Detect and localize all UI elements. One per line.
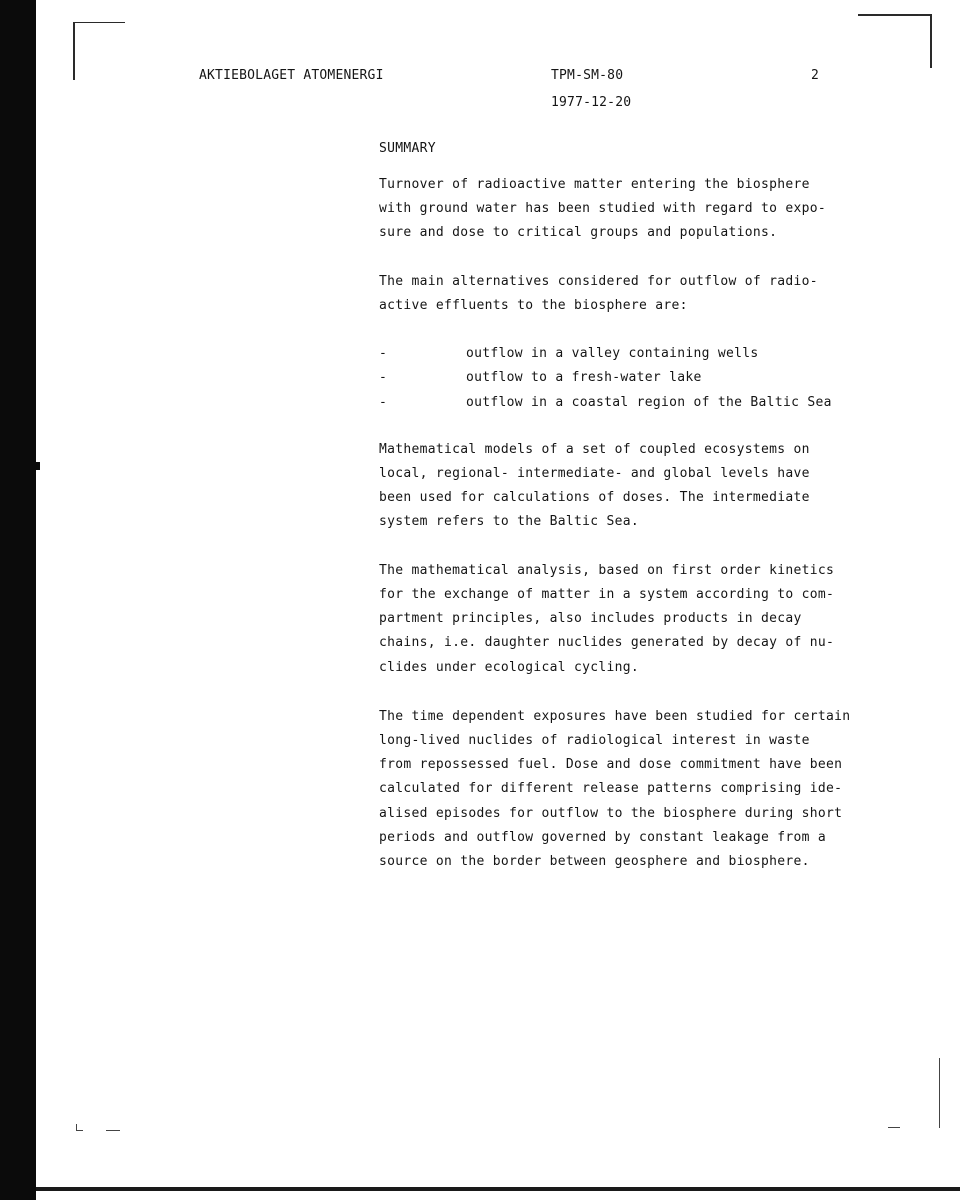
paragraph-line: Mathematical models of a set of coupled ecosystems on (379, 442, 810, 457)
list-bullet: - (379, 370, 388, 385)
paragraph-line: calculated for different release patterns comprising ide- (379, 781, 843, 796)
paragraph-line: active effluents to the biosphere are: (379, 298, 688, 313)
list-bullet: - (379, 346, 388, 361)
paragraph-line: partment principles, also includes products in decay (379, 611, 802, 626)
paragraph-line: The time dependent exposures have been studied for certain (379, 709, 851, 724)
scan-left-edge-tick (32, 462, 40, 470)
crop-mark-top-left (73, 22, 75, 80)
paragraph-line: local, regional- intermediate- and global levels have (379, 466, 810, 481)
paragraph-line: from repossessed fuel. Dose and dose commitment have been (379, 757, 843, 772)
crop-mark-top-right-vertical (930, 14, 932, 68)
paragraph-line: source on the border between geosphere and biosphere. (379, 854, 810, 869)
paragraph-line: The mathematical analysis, based on first order kinetics (379, 563, 835, 578)
paragraph-line: with ground water has been studied with regard to expo- (379, 201, 826, 216)
paragraph-line: for the exchange of matter in a system according to com- (379, 587, 835, 602)
paragraph-line: chains, i.e. daughter nuclides generated by decay of nu- (379, 635, 835, 650)
paragraph-line: alised episodes for outflow to the biosphere during short (379, 806, 843, 821)
crop-mark-bottom-left (106, 1130, 120, 1131)
scan-bottom-edge-line (36, 1187, 960, 1191)
list-item: outflow in a coastal region of the Baltic Sea (466, 395, 832, 410)
paragraph-line: sure and dose to critical groups and populations. (379, 225, 778, 240)
list-item: outflow to a fresh-water lake (466, 370, 702, 385)
scan-left-edge-bar (0, 0, 36, 1200)
crop-mark-bottom-left-hook (76, 1124, 83, 1131)
list-bullet: - (379, 395, 388, 410)
paragraph-line: clides under ecological cycling. (379, 660, 640, 675)
crop-mark-bottom-right-horizontal (888, 1127, 900, 1128)
paragraph-line: periods and outflow governed by constant leakage from a (379, 830, 826, 845)
crop-mark-bottom-right (939, 1058, 940, 1128)
paragraph-line: been used for calculations of doses. The intermediate (379, 490, 810, 505)
summary-heading: SUMMARY (379, 141, 436, 156)
report-date: 1977-12-20 (551, 95, 632, 110)
paragraph-line: system refers to the Baltic Sea. (379, 514, 640, 529)
paragraph-line: The main alternatives considered for outflow of radio- (379, 274, 818, 289)
crop-mark-top-right (858, 14, 932, 16)
list-item: outflow in a valley containing wells (466, 346, 759, 361)
paragraph-line: Turnover of radioactive matter entering the biosphere (379, 177, 810, 192)
crop-mark-top-left-horizontal (73, 22, 125, 23)
paragraph-line: long-lived nuclides of radiological interest in waste (379, 733, 810, 748)
company-name: AKTIEBOLAGET ATOMENERGI (199, 68, 384, 83)
report-number: TPM-SM-80 (551, 68, 624, 83)
page-number: 2 (811, 68, 820, 83)
